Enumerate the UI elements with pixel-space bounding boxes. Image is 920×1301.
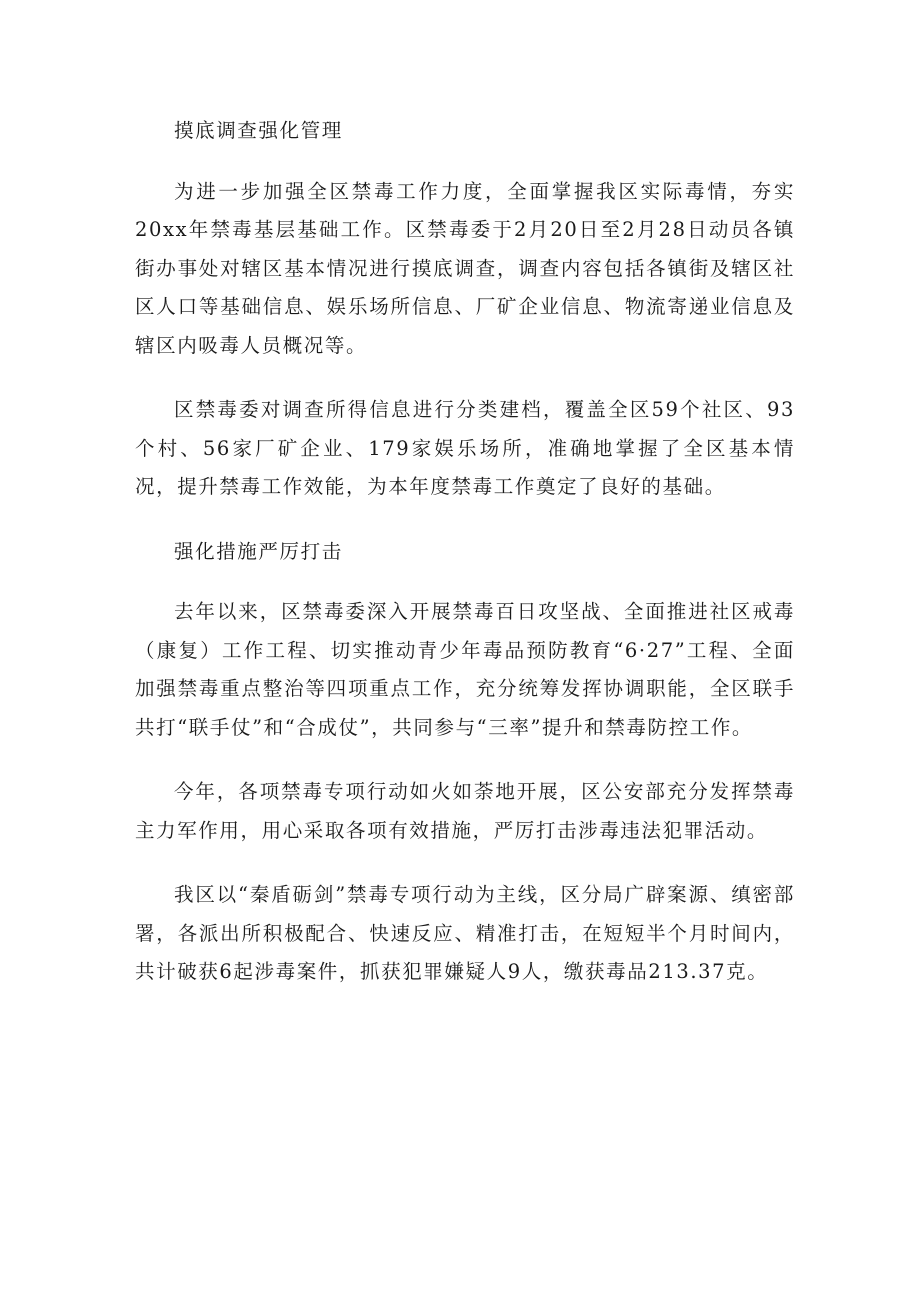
paragraph-investigation-results: 区禁毒委对调查所得信息进行分类建档，覆盖全区59个社区、93个村、56家厂矿企业、179家娱乐场所，准确地掌握了全区基本情况，提升禁毒工作效能，为本年度禁毒工作奠定了良好的基础。 [135, 398, 795, 498]
section-heading-crackdown: 强化措施严厉打击 [174, 539, 343, 563]
paragraph-crackdown-this-year: 今年，各项禁毒专项行动如火如荼地开展，区公安部充分发挥禁毒主力军作用，用心采取各项有效措施，严厉打击涉毒违法犯罪活动。 [135, 780, 795, 842]
section-heading-investigation: 摸底调查强化管理 [174, 119, 343, 142]
paragraph-crackdown-operation: 我区以“秦盾砺剑”禁毒专项行动为主线，区分局广辟案源、缜密部署，各派出所积极配合、快速反应、精准打击，在短短半个月时间内，共计破获6起涉毒案件，抓获犯罪嫌疑人9人，缴获毒品213.37克。 [135, 883, 795, 983]
paragraph-investigation-intro: 为进一步加强全区禁毒工作力度，全面掌握我区实际毒情，夯实20xx年禁毒基层基础工作。区禁毒委于2月20日至2月28日动员各镇街办事处对辖区基本情况进行摸底调查，调查内容包括各镇街及辖区社区人口等基础信息、娱乐场所信息、厂矿企业信息、物流寄递业信息及辖区内吸毒人员概况等。 [135, 179, 795, 357]
paragraph-crackdown-overview: 去年以来，区禁毒委深入开展禁毒百日攻坚战、全面推进社区戒毒（康复）工作工程、切实推动青少年毒品预防教育“6·27”工程、全面加强禁毒重点整治等四项重点工作，充分统筹发挥协调职能，全区联手共打“联手仗”和“合成仗”，共同参与“三率”提升和禁毒防控工作。 [135, 600, 795, 739]
document-body [135, 112, 795, 1018]
